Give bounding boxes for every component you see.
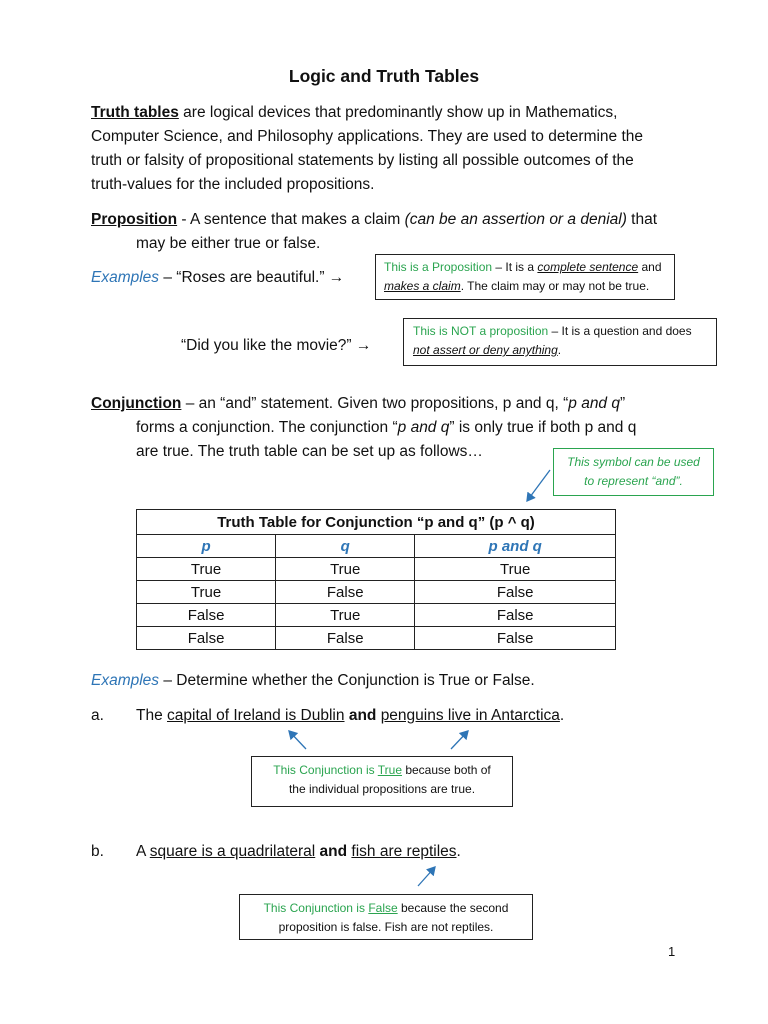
page-title: Logic and Truth Tables bbox=[288, 66, 480, 86]
table-cell: True bbox=[276, 558, 415, 581]
item-b-label: b. bbox=[91, 843, 104, 860]
item-a-t2: . bbox=[559, 707, 565, 724]
item-b-t1: A bbox=[136, 843, 150, 860]
examples-label-1: Examples bbox=[91, 269, 160, 286]
table-cell: False bbox=[415, 581, 616, 604]
proposition-text-1: - A sentence that makes a claim bbox=[177, 211, 405, 228]
callout-not-proposition bbox=[403, 318, 717, 366]
callout-conjunction-true bbox=[251, 756, 513, 807]
callout-and-symbol: This symbol can be used to represent “and”. bbox=[553, 448, 714, 496]
item-a-t1: The bbox=[136, 707, 168, 724]
callout-not-line-2 bbox=[413, 341, 707, 360]
examples-dash-1: – bbox=[159, 269, 177, 286]
conjunction-line-1 bbox=[91, 392, 691, 416]
table-row bbox=[137, 627, 616, 650]
table-cell: False bbox=[415, 627, 616, 650]
callout-proposition-t3: . The claim may or may not be true. bbox=[460, 279, 650, 293]
callout-a-green: This Conjunction is bbox=[273, 763, 378, 777]
proposition-italic: (can be an assertion or a denial) bbox=[404, 211, 627, 228]
callout-b-green: This Conjunction is bbox=[263, 901, 369, 915]
callout-proposition-u1: complete sentence bbox=[537, 260, 639, 274]
callout-a-line-1 bbox=[258, 761, 506, 780]
table-cell: False bbox=[415, 604, 616, 627]
item-a-label: a. bbox=[91, 707, 104, 724]
examples-text-2: – Determine whether the Conjunction is True or False. bbox=[159, 672, 535, 689]
table-row bbox=[137, 604, 616, 627]
callout-not-t1: – It is a question and does bbox=[548, 324, 692, 338]
item-a-prop-2: penguins live in Antarctica bbox=[380, 707, 560, 724]
proposition-line-2: may be either true or false. bbox=[136, 235, 321, 252]
examples-row-1 bbox=[91, 266, 344, 290]
intro-paragraph bbox=[91, 101, 691, 197]
item-a-prop-1: capital of Ireland is Dublin bbox=[167, 707, 345, 724]
callout-proposition-t1: – It is a bbox=[492, 260, 538, 274]
table-cell: True bbox=[415, 558, 616, 581]
table-cell: False bbox=[276, 581, 415, 604]
proposition-line-1 bbox=[91, 208, 711, 232]
conjunction-l2b: ” is only true if both p and q bbox=[449, 419, 637, 436]
arrow-icon bbox=[451, 731, 468, 749]
item-a-text bbox=[136, 704, 564, 728]
intro-line-3: truth or falsity of propositional statements by listing all possible outcomes of the bbox=[91, 152, 634, 169]
page-number: 1 bbox=[668, 944, 676, 959]
arrow-icon bbox=[418, 867, 435, 886]
table-cell: True bbox=[276, 604, 415, 627]
table-cell: False bbox=[276, 627, 415, 650]
examples-row-2 bbox=[91, 669, 535, 693]
term-truth-tables: Truth tables bbox=[91, 104, 179, 121]
conjunction-line-2 bbox=[91, 416, 691, 440]
table-row bbox=[137, 558, 616, 581]
callout-proposition bbox=[375, 254, 675, 300]
table-cell: False bbox=[137, 604, 276, 627]
conjunction-line-3: are true. The truth table can be set up as follows… bbox=[136, 443, 483, 460]
item-b-and: and bbox=[315, 843, 352, 860]
item-b-text bbox=[136, 840, 461, 864]
callout-not-line-1 bbox=[413, 322, 707, 341]
intro-line-4: truth-values for the included propositions. bbox=[91, 176, 375, 193]
callout-proposition-line-2 bbox=[384, 277, 666, 296]
intro-line-1 bbox=[91, 101, 691, 125]
example-roses: “Roses are beautiful.” → bbox=[176, 269, 345, 286]
conjunction-i2: p and q bbox=[397, 419, 450, 436]
table-row bbox=[137, 581, 616, 604]
truth-table-header-p: p bbox=[137, 535, 276, 558]
callout-not-u1: not assert or deny anything bbox=[413, 343, 558, 357]
item-b-prop-1: square is a quadrilateral bbox=[149, 843, 316, 860]
term-conjunction: Conjunction bbox=[91, 395, 182, 412]
item-b-prop-2: fish are reptiles bbox=[351, 843, 457, 860]
callout-not-t2: . bbox=[557, 343, 562, 357]
term-proposition: Proposition bbox=[91, 211, 178, 228]
arrow-icon bbox=[527, 470, 550, 501]
conjunction-t1: – an “and” statement. Given two propositions, p and q, “ bbox=[181, 395, 569, 412]
proposition-text-2: that bbox=[626, 211, 658, 228]
callout-b-line-2: proposition is false. Fish are not reptiles. bbox=[278, 920, 494, 934]
callout-b-line-1 bbox=[246, 899, 526, 918]
truth-table-caption: Truth Table for Conjunction “p and q” (p ^ q) bbox=[137, 510, 616, 535]
conjunction-i1: p and q bbox=[568, 395, 620, 412]
intro-text-1: are logical devices that predominantly show up in Mathematics, bbox=[178, 104, 618, 121]
callout-proposition-green: This is a Proposition bbox=[384, 260, 493, 274]
callout-a-t1: because both of bbox=[402, 763, 491, 777]
conjunction-t2: ” bbox=[619, 395, 626, 412]
intro-line-2: Computer Science, and Philosophy applications. They are used to determine the bbox=[91, 128, 644, 145]
item-a-and: and bbox=[344, 707, 381, 724]
callout-a-line-2: the individual propositions are true. bbox=[288, 782, 476, 796]
examples-label-2: Examples bbox=[91, 672, 160, 689]
callout-proposition-u2: makes a claim bbox=[384, 279, 461, 293]
callout-conjunction-false bbox=[239, 894, 533, 940]
truth-table-header-q: q bbox=[276, 535, 415, 558]
proposition-definition bbox=[91, 208, 711, 256]
conjunction-l2a: forms a conjunction. The conjunction “ bbox=[136, 419, 398, 436]
callout-proposition-line-1 bbox=[384, 258, 666, 277]
table-cell: False bbox=[137, 627, 276, 650]
callout-proposition-t2: and bbox=[638, 260, 662, 274]
table-cell: True bbox=[137, 581, 276, 604]
callout-b-t1: because the second bbox=[397, 901, 509, 915]
callout-not-green: This is NOT a proposition bbox=[413, 324, 549, 338]
callout-b-false: False bbox=[368, 901, 398, 915]
callout-a-true: True bbox=[377, 763, 402, 777]
example-movie: “Did you like the movie?” → bbox=[181, 337, 372, 354]
truth-table bbox=[136, 509, 616, 650]
truth-table-header-p-and-q: p and q bbox=[415, 535, 616, 558]
table-cell: True bbox=[137, 558, 276, 581]
item-b-t2: . bbox=[456, 843, 461, 860]
arrow-icon bbox=[289, 731, 306, 749]
